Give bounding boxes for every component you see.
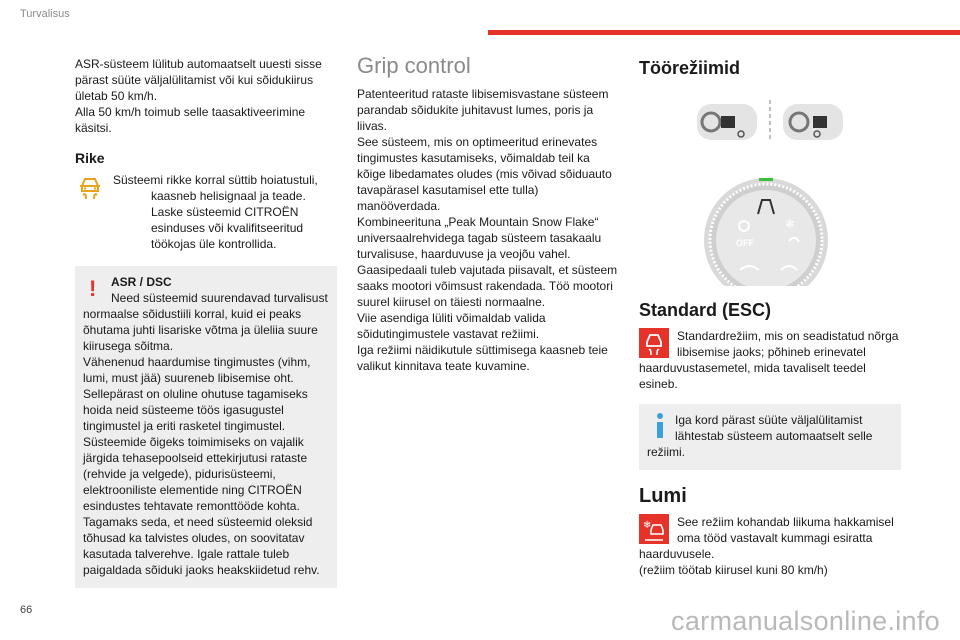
header-title: Turvalisus [20,8,70,20]
warning-box [75,266,337,588]
grip-control-heading: Grip control [357,53,471,78]
dial-off-label: OFF [736,238,754,248]
rike-heading: Rike [75,150,105,166]
console-right-icon [783,104,843,140]
rike-paragraph [75,172,337,252]
esc-text: Standardrežiim, mis on seadistatud nõrga libisemise jaoks; põhineb erinevatel haarduvustasemetel, mida tavaliselt teedel esineb. [639,329,899,391]
column-2 [357,53,621,374]
console-left-icon [697,104,757,140]
svg-text:❄: ❄ [643,520,652,531]
warning-title: ASR / DSC [111,275,172,289]
rike-text: Süsteemi rikke korral süttib hoiatustuli, kaasneb helisignaal ja teade. Laske süsteemid CITROËN esinduses või kvalifitseeritud töökojas üle kontrollida. [113,173,318,251]
page-number: 66 [20,604,33,616]
info-text: Iga kord pärast süüte väljalülitamist lähtestab süsteem automaatselt selle režiimi. [647,413,873,459]
esc-heading: Standard (ESC) [639,300,772,320]
lumi-heading: Lumi [639,485,687,507]
mode-dial [704,178,828,286]
info-box [639,404,901,470]
snow-mode-red-icon [639,514,669,544]
tooreziimid-heading: Töörežiimid [639,58,741,78]
warning-text: Need süsteemid suurendavad turvalisust normaalse sõidustiili korral, kuid ei peaks õhutama juhti lisariske võtma ja üleliia suure kiirusega sõitma. Vähenenud haardumise tingimustes (vihm, lumi, must jää) suureneb libisemise oht. Sellepärast on oluline ohutuse tagamiseks hoida neid süsteeme töös igasugustel tingimustel ja eriti rasketel tingimustel. Süsteemide õigeks toimimiseks on vajalik järgida tehasepoolseid ettekirjutusi rataste (rehvide ja velgede), pidurisüsteemi, elektrooniliste elementide ning CITROËN esindustes tehtavate remonttööde kohta. Tagamaks seda, et need süsteemid oleksid tõhusad ka talvistes oludes, on soovitatav kasutada talverehve. Igale rattale tuleb paigaldada sõiduki jaoks heakskiidetud rehv. [83,291,328,577]
esc-paragraph [639,328,901,392]
info-icon [655,412,665,438]
column-3 [639,56,901,578]
mode-selector-illustration [639,86,901,286]
header-accent-bar [488,30,960,35]
column-1 [75,56,337,588]
snow-mode-icon: ❄ [785,217,796,231]
skid-warning-icon [75,172,105,202]
watermark: carmanualsonline.info [671,606,940,636]
grip-control-text: Patenteeritud rataste libisemisvastane süsteem parandab sõidukite juhitavust lumes, poris ja liivas. See süsteem, mis on optimeeritud erinevates tingimustes kasutamiseks, võimaldab teil ka kõige libedamates oludes (mis võivad sõiduauto tavapärasel kasutamisel ette tulla) manööverdada. Kombineerituna „Peak Mountain Snow Flake“ universaalrehvidega tagab süsteem tasakaalu turvalisuse, haarduvuse ja veojõu vahel. Gaasipedaali tuleb vajutada piisavalt, et süsteem saaks mootori võimsust rakendada. Töö mootori suurel kiirusel on täiesti normaalne. Viie asendiga lüliti võimaldab valida sõidutingimustele vastavat režiimi. Iga režiimi näidikutule süttimisega kaasneb teie valikut kinnitava teate kuvamine. [357,87,618,373]
mode-indicator-led [759,178,773,181]
lumi-text: See režiim kohandab liikuma hakkamisel oma tööd vastavalt kummagi esiratta haarduvusele. (režiim töötab kiirusel kuni 80 km/h) [639,515,894,577]
esc-mode-red-icon [639,328,669,358]
asr-intro-text: ASR-süsteem lülitub automaatselt uuesti sisse pärast süüte väljalülitamist või kui sõidukiirus ületab 50 km/h. Alla 50 km/h toimub selle taasaktiveerimine käsitsi. [75,57,322,135]
exclamation-icon: ! [89,276,97,301]
lumi-paragraph [639,514,901,578]
